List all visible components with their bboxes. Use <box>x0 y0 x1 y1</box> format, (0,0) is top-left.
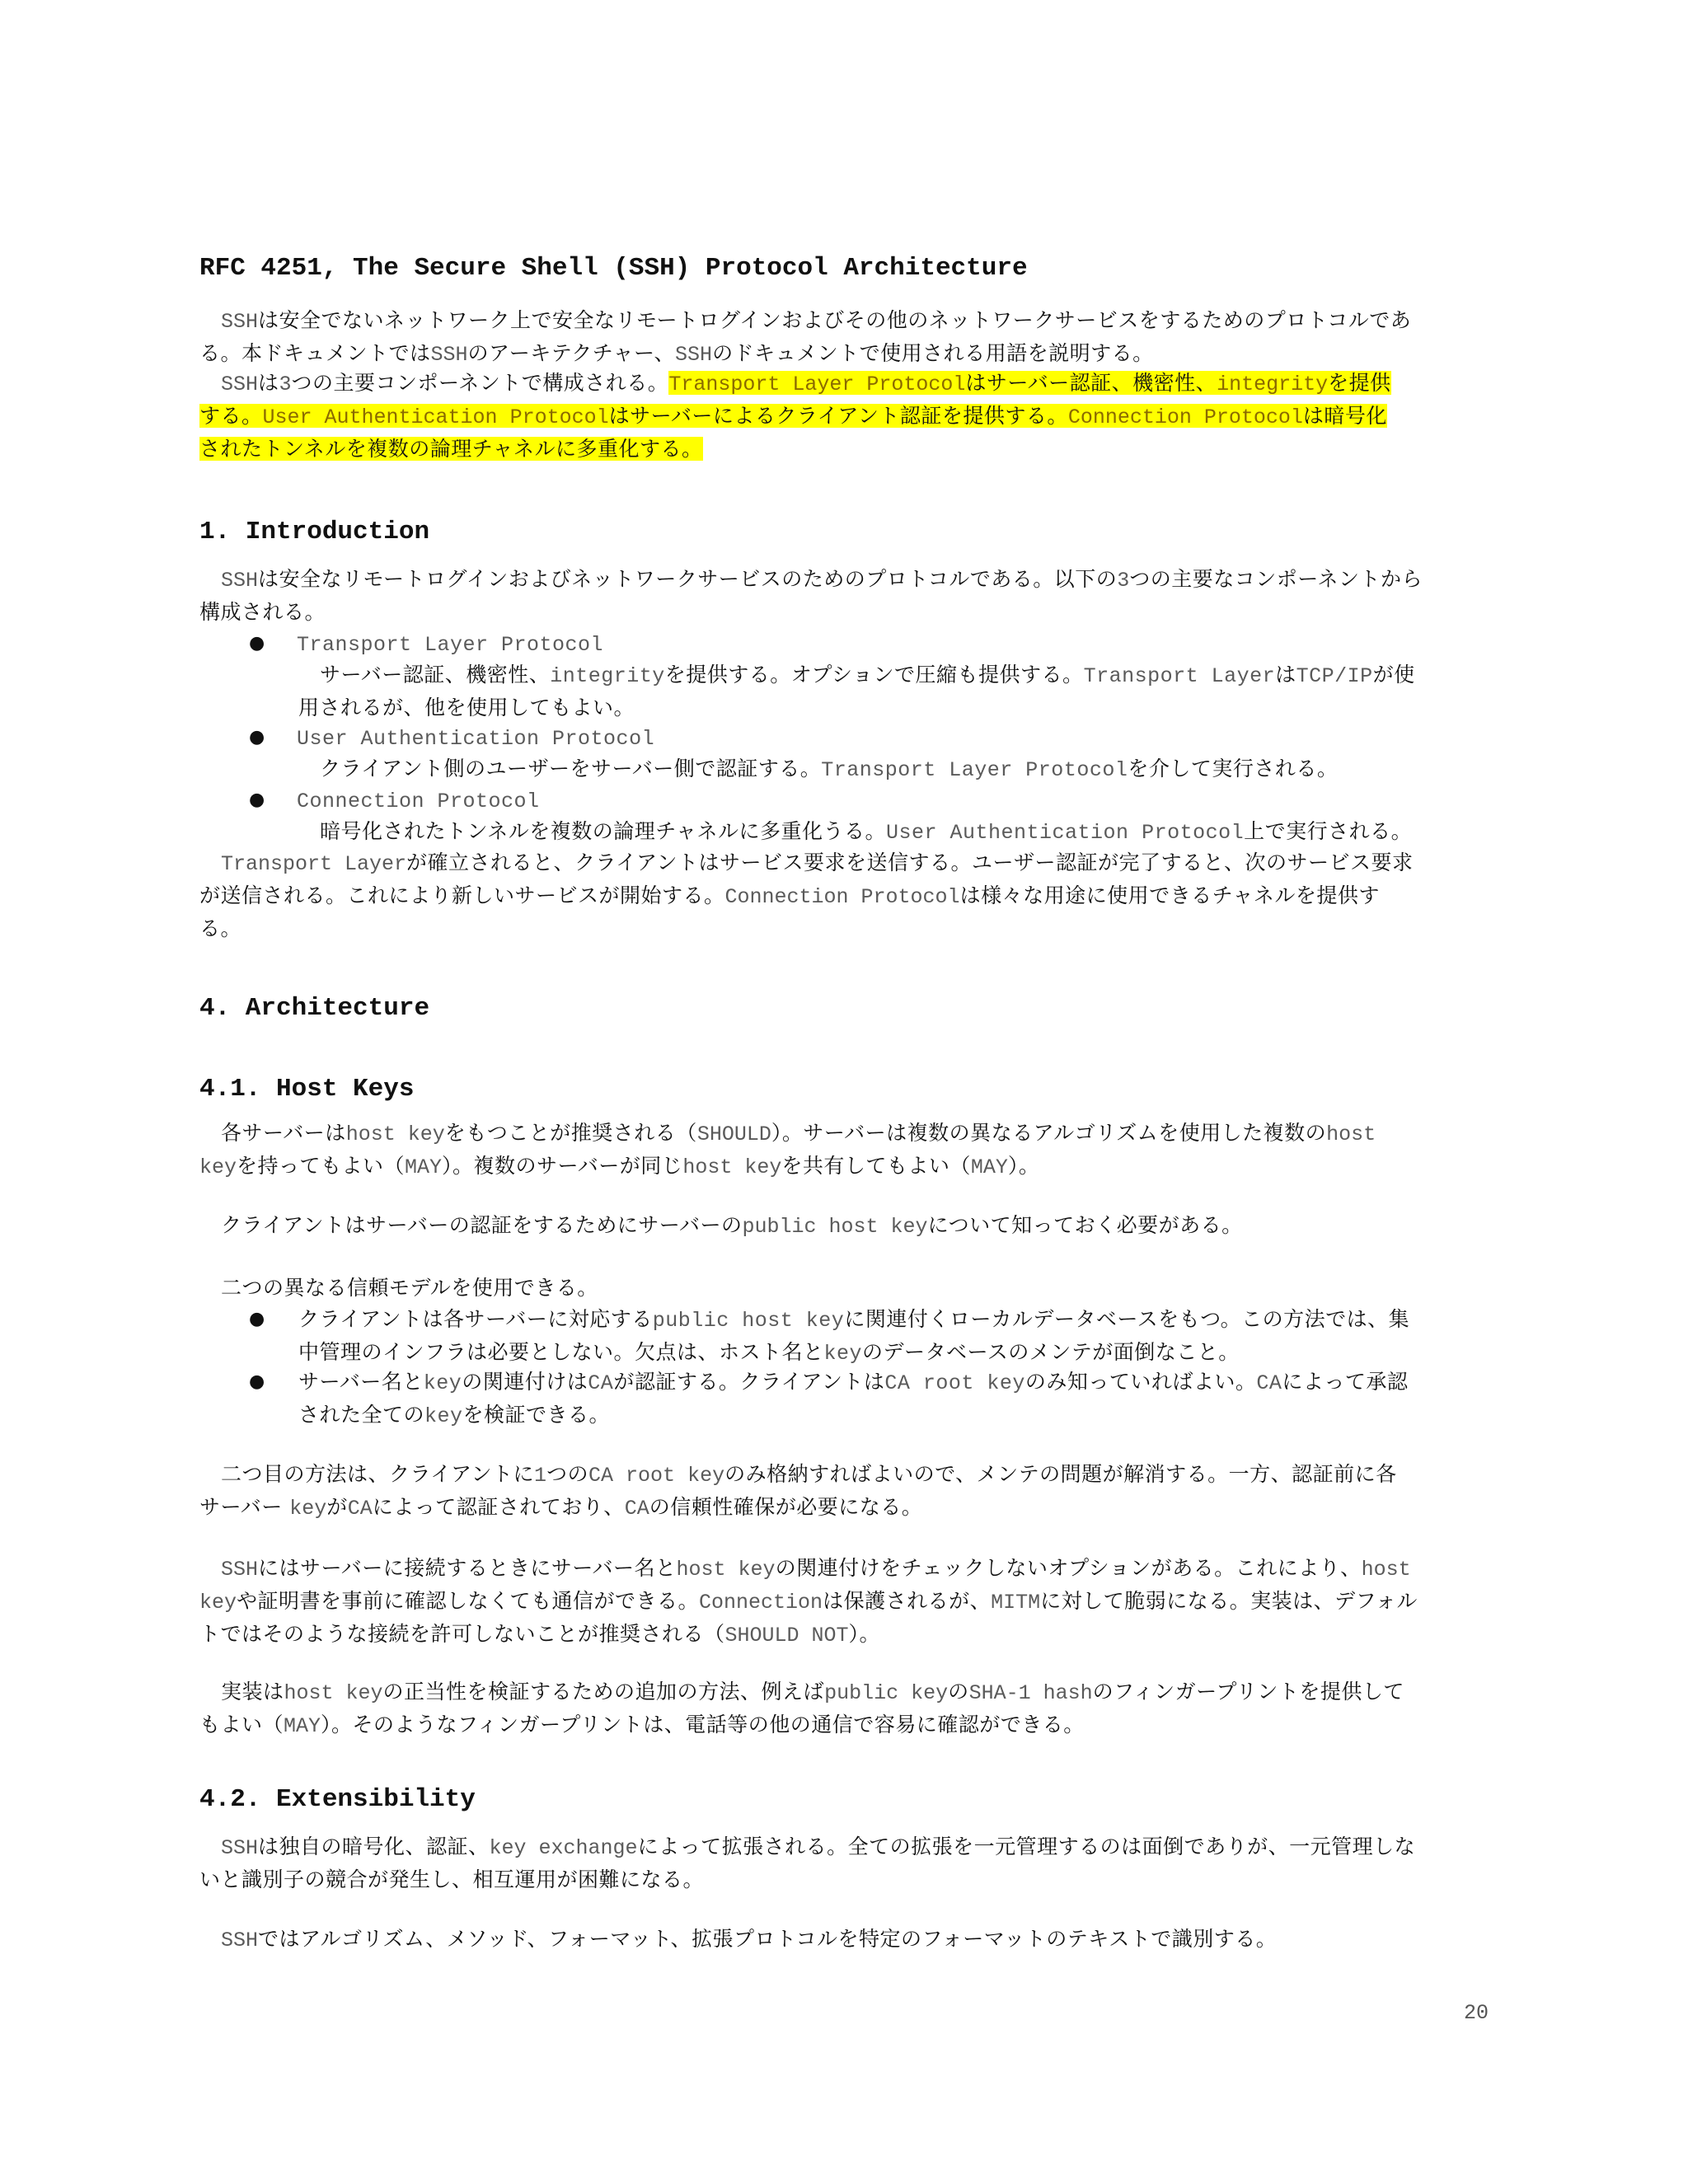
extensibility-paragraph-2: SSHではアルゴリズム、メソッド、フォーマット、拡張プロトコルを特定のフォーマットのテキストで識別する。 <box>221 1927 1278 1952</box>
page-number: 20 <box>1464 2001 1489 2025</box>
section-1-paragraph-2: Transport Layerが確立されると、クライアントはサービス要求を送信する。ユーザー認証が完了すると、次のサービス要求 が送信される。これにより新しいサービスが開始する。Connection Protocolは様々な用途に使用できるチャネルを提供す る。 <box>199 851 1414 940</box>
host-keys-paragraph-2: クライアントはサーバーの認証をするためにサーバーのpublic host keyについて知っておく必要がある。 <box>221 1213 1243 1239</box>
bullet-dot: ● <box>249 1371 265 1392</box>
bullet-dot: ● <box>249 1309 265 1329</box>
bullet-connection-desc: 暗号化されたトンネルを複数の論理チャネルに多重化うる。User Authentication Protocol上で実行される。 <box>320 819 1413 845</box>
document-title: RFC 4251, The Secure Shell (SSH) Protocol Architecture <box>199 254 1028 283</box>
intro-paragraph-2-highlighted: SSHは3つの主要コンポーネントで構成される。Transport Layer Protocolはサーバー認証、機密性、integrityを提供 する。User Authentication Protocolはサーバーによるクライアント認証を提供する。Connection Protocolは暗号化 されたトンネルを複数の論理チャネルに多重化する。 <box>199 371 1391 461</box>
section-4-heading: 4. Architecture <box>199 994 430 1023</box>
section-4-2-heading: 4.2. Extensibility <box>199 1785 476 1814</box>
bullet-transport-desc: サーバー認証、機密性、integrityを提供する。オプションで圧縮も提供する。Transport LayerはTCP/IPが使 用されるが、他を使用してもよい。 <box>298 663 1415 719</box>
host-keys-paragraph-5: SSHにはサーバーに接続するときにサーバー名とhost keyの関連付けをチェックしないオプションがある。これにより、host keyや証明書を事前に確認しなくても通信ができる。Connectionは保護されるが、MITMに対して脆弱になる。実装は、デフォル トではそのような接続を許可しないことが推奨される（SHOULD NOT）。 <box>199 1556 1418 1647</box>
bullet-userauth-title: User Authentication Protocol <box>297 727 655 751</box>
bullet-dot: ● <box>249 790 265 810</box>
bullet-transport-title: Transport Layer Protocol <box>297 633 604 657</box>
trust-model-bullet-1: クライアントは各サーバーに対応するpublic host keyに関連付くローカルデータベースをもつ。この方法では、集 中管理のインフラは必要としない。欠点は、ホスト名とkeyのデータベースのメンテが面倒なこと。 <box>298 1307 1410 1366</box>
section-1-paragraph-1: SSHは安全なリモートログインおよびネットワークサービスのためのプロトコルである。以下の3つの主要なコンポーネントから 構成される。 <box>199 567 1423 624</box>
section-1-heading: 1. Introduction <box>199 518 430 546</box>
section-4-1-heading: 4.1. Host Keys <box>199 1075 415 1104</box>
host-keys-paragraph-3: 二つの異なる信頼モデルを使用できる。 <box>221 1276 598 1300</box>
host-keys-paragraph-4: 二つ目の方法は、クライアントに1つのCA root keyのみ格納すればよいので、メンテの問題が解消する。一方、認証前に各 サーバー keyがCAによって認証されており、CAの信頼性確保が必要になる。 <box>199 1462 1397 1521</box>
host-keys-paragraph-1: 各サーバーはhost keyをもつことが推奨される（SHOULD）。サーバーは複数の異なるアルゴリズムを使用した複数のhost keyを持ってもよい（MAY）。複数のサーバーが同じhost keyを共有してもよい（MAY）。 <box>199 1121 1376 1179</box>
extensibility-paragraph-1: SSHは独自の暗号化、認証、key exchangeによって拡張される。全ての拡張を一元管理するのは面倒でありが、一元管理しな いと識別子の競合が発生し、相互運用が困難になる。 <box>199 1835 1416 1891</box>
bullet-connection-title: Connection Protocol <box>297 790 540 813</box>
bullet-dot: ● <box>249 633 265 654</box>
intro-paragraph-1: SSHは安全でないネットワーク上で安全なリモートログインおよびその他のネットワークサービスをするためのプロトコルであ る。本ドキュメントではSSHのアーキテクチャー、SSHのドキュメントで使用される用語を説明する。 <box>199 308 1412 367</box>
trust-model-bullet-2: サーバー名とkeyの関連付けはCAが認証する。クライアントはCA root keyのみ知っていればよい。CAによって承認 された全てのkeyを検証できる。 <box>298 1370 1409 1428</box>
bullet-userauth-desc: クライアント側のユーザーをサーバー側で認証する。Transport Layer Protocolを介して実行される。 <box>320 757 1339 782</box>
bullet-dot: ● <box>249 727 265 748</box>
host-keys-paragraph-6: 実装はhost keyの正当性を検証するための追加の方法、例えばpublic keyのSHA-1 hashのフィンガープリントを提供して もよい（MAY）。そのようなフィンガープリントは、電話等の他の通信で容易に確認ができる。 <box>199 1680 1404 1738</box>
